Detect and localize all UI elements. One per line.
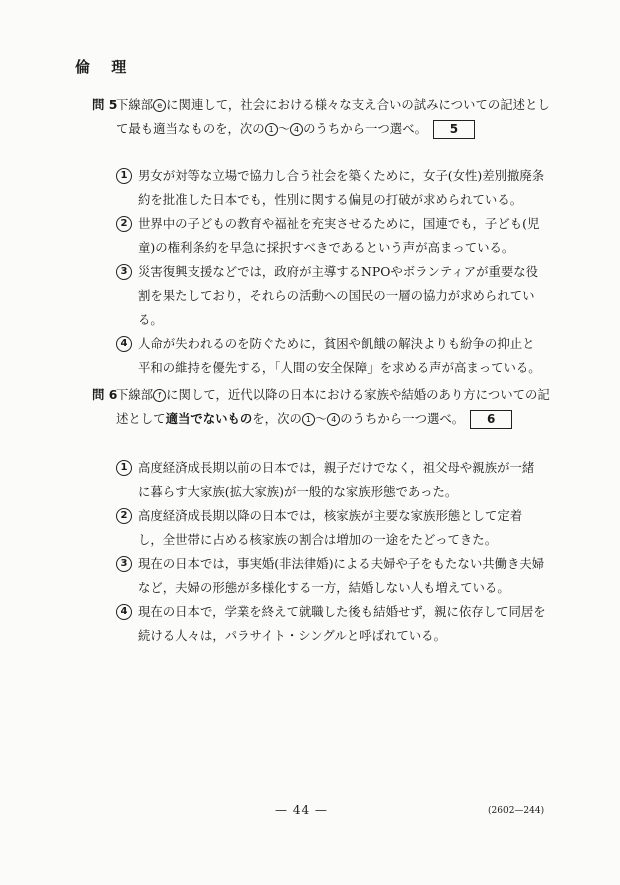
answer-box[interactable]: 5 <box>433 120 475 139</box>
option-item[interactable] <box>116 164 546 212</box>
option-number: 3 <box>116 264 132 280</box>
option-text: 人命が失われるのを防ぐために，貧困や飢餓の解決よりも紛争の抑止と平和の維持を優先する，「人間の安全保障」を求める声が高まっている。 <box>138 336 541 375</box>
option-item[interactable] <box>116 552 546 600</box>
page-number: — 44 — <box>275 803 328 817</box>
option-number: 3 <box>116 556 132 572</box>
question-6-options <box>116 456 546 648</box>
option-number: 4 <box>116 336 132 352</box>
option-text: 災害復興支援などでは，政府が主導するNPOやボランティアが重要な役割を果たしており，それらの活動への国民の一層の協力が求められている。 <box>138 264 539 327</box>
underline-mark: f <box>153 389 166 402</box>
underline-mark: e <box>153 99 166 112</box>
question-5 <box>92 93 562 141</box>
option-text: 現在の日本では，事実婚(非法律婚)による夫婦や子をもたない共働き夫婦など，夫婦の形態が多様化する一方，結婚しない人も増えている。 <box>138 556 545 595</box>
option-number: 4 <box>116 604 132 620</box>
option-item[interactable] <box>116 456 546 504</box>
question-stem: 下線部 e に関連して，社会における様々な支え合いの試みについての記述として最も適当なものを，次の 1 ～ 4 のうちから一つ選べ。 5 <box>92 93 562 141</box>
option-text: 高度経済成長期以前の日本では，親子だけでなく，祖父母や親族が一緒に暮らす大家族(拡大家族)が一般的な家族形態であった。 <box>138 460 535 499</box>
option-text: 世界中の子どもの教育や福祉を充実させるために，国連でも，子ども(児童)の権利条約を早急に採択すべきであるという声が高まっている。 <box>138 216 540 255</box>
question-label: 問 6 <box>92 387 118 402</box>
question-label: 問 5 <box>92 97 118 112</box>
option-number: 1 <box>116 460 132 476</box>
exam-code: (2602—244) <box>488 806 545 816</box>
option-item[interactable] <box>116 504 546 552</box>
option-text: 現在の日本で，学業を終えて就職した後も結婚せず，親に依存して同居を続ける人々は，パラサイト・シングルと呼ばれている。 <box>138 604 546 643</box>
subject-heading: 倫 理 <box>75 58 135 76</box>
question-6 <box>92 383 562 431</box>
option-text: 高度経済成長期以降の日本では，核家族が主要な家族形態として定着し，全世帯に占める核家族の割合は増加の一途をたどってきた。 <box>138 508 523 547</box>
option-item[interactable] <box>116 332 546 380</box>
range-end-mark: 4 <box>327 413 340 426</box>
option-item[interactable] <box>116 260 546 332</box>
range-end-mark: 4 <box>290 123 303 136</box>
option-number: 2 <box>116 216 132 232</box>
option-item[interactable] <box>116 600 546 648</box>
question-stem: 下線部 f に関して，近代以降の日本における家族や結婚のあり方についての記述として適当でないものを，次の 1 ～ 4 のうちから一つ選べ。 6 <box>92 383 562 431</box>
option-text: 男女が対等な立場で協力し合う社会を築くために，女子(女性)差別撤廃条約を批准した日本でも，性別に関する偏見の打破が求められている。 <box>138 168 545 207</box>
range-start-mark: 1 <box>265 123 278 136</box>
option-number: 1 <box>116 168 132 184</box>
emphasis-text: 適当でないもの <box>165 411 253 426</box>
question-5-options <box>116 164 546 380</box>
answer-box[interactable]: 6 <box>470 410 512 429</box>
option-item[interactable] <box>116 212 546 260</box>
range-start-mark: 1 <box>302 413 315 426</box>
option-number: 2 <box>116 508 132 524</box>
